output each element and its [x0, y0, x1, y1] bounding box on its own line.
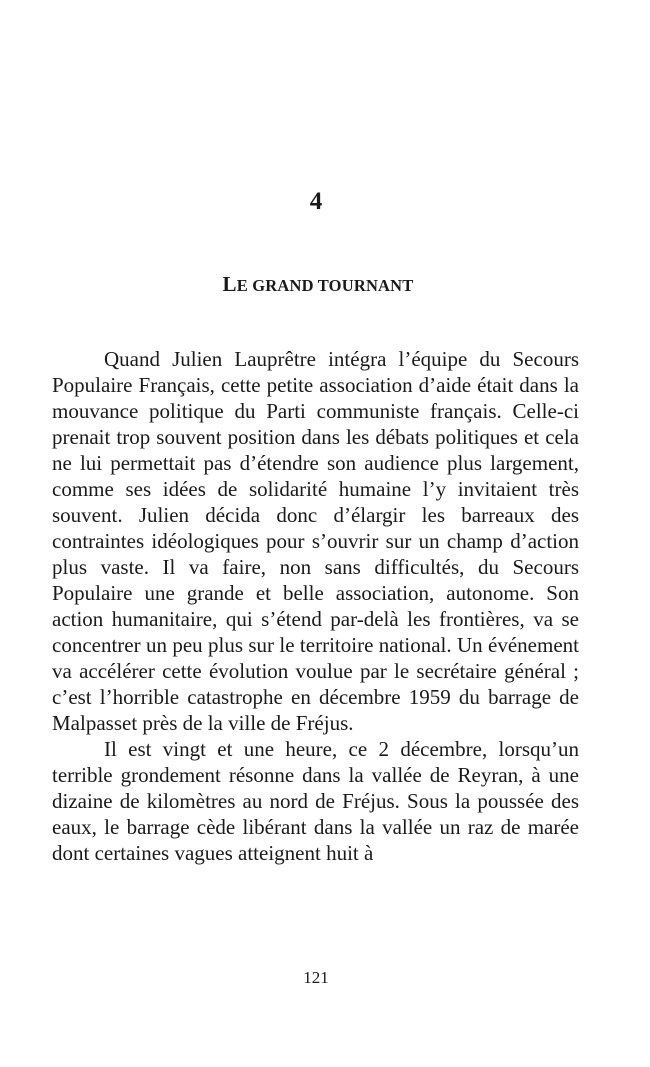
chapter-title-rest: E GRAND TOURNANT — [236, 276, 414, 295]
body-text — [52, 346, 579, 866]
paragraph: Il est vingt et une heure, ce 2 décembre, lorsqu’un terrible grondement résonne dans la vallée de Reyran, à une dizaine de kilomètres au nord de Fréjus. Sous la poussée des eaux, le barrage cède libérant dans la vallée un raz de marée dont certaines vagues atteignent huit à — [52, 737, 579, 865]
chapter-title — [0, 272, 636, 297]
chapter-title-initial: L — [222, 272, 237, 296]
chapter-number: 4 — [309, 188, 323, 215]
paragraph: Quand Julien Lauprêtre intégra l’équipe du Secours Populaire Français, cette petite association d’aide était dans la mouvance politique du Parti communiste français. Celle-ci prenait trop souvent position dans les débats politiques et cela ne lui permettait pas d’étendre son audience plus largement, comme ses idées de solidarité humaine l’y invitaient très souvent. Julien décida donc d’élargir les barreaux des contraintes idéologiques pour s’ouvrir sur un champ d’action plus vaste. Il va faire, non sans difficultés, du Secours Populaire une grande et belle association, autonome. Son action humanitaire, qui s’étend par-delà les frontières, va se concentrer un peu plus sur le territoire national. Un événement va accélérer cette évolution voulue par le secrétaire général ; c’est l’horrible catastrophe en décembre 1959 du barrage de Malpasset près de la ville de Fréjus. — [52, 347, 579, 735]
page-number: 121 — [303, 968, 329, 987]
